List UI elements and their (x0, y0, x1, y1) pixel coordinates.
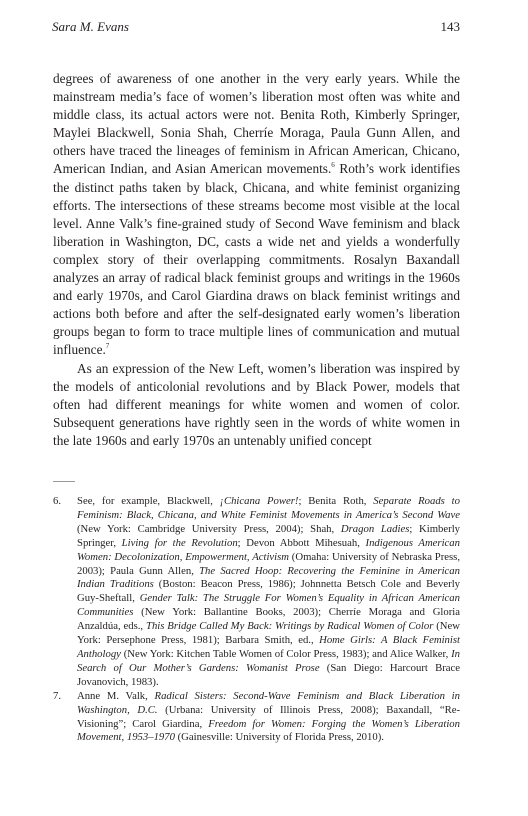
page-number: 143 (440, 19, 460, 34)
footnote: 7. Anne M. Valk, Radical Sisters: Second-Wave Feminism and Black Liberation in Washington, D.C. (Urbana: University of Illinois Press, 2008); Baxandall, “Re-Visioning”; Carol Giardina, Freedom for Women: Forging the Women’s Liberation Movement, 1953–1970 (Gainesville: University of Florida Press, 2010). (53, 689, 460, 744)
paragraph: degrees of awareness of one another in the very early years. While the mainstream media’s face of women’s liberation most often was white and middle class, its actual actors were not. Benita Roth, Kimberly Springer, Maylei Blackwell, Sonia Shah, Cherríe Moraga, Paula Gunn Allen, and others have traced the lineages of feminism in African American, Chicano, American Indian, and Asian American movements.$^6$ Roth’s work identifies the distinct paths taken by black, Chicana, and white feminist organizing efforts. The intersections of these streams become most visible at the local level. Anne Valk’s fine-grained study of Second Wave feminism and black liberation in Washington, DC, casts a wide net and yields a wonderfully complex story of their overlapping commitments. Rosalyn Baxandall analyzes an array of radical black feminist groups and writings in the 1960s and early 1970s, and Carol Giardina draws on black feminist writings and actions both before and after the self-designated early women’s liberation groups began to form to trace multiple lines of communication and mutual influence.$^7$ (53, 71, 460, 358)
footnote-rule (53, 481, 75, 482)
footnote-number: 7. (53, 689, 62, 702)
footnote-ref[interactable]: 7 (105, 341, 110, 350)
page-header (52, 19, 460, 37)
footnote-number: 6. (53, 495, 62, 507)
running-head: Sara M. Evans (52, 19, 129, 34)
footnotes (53, 495, 460, 745)
footnote: 6. See, for example, Blackwell, ¡Chicana Power!; Benita Roth, Separate Roads to Feminism: Black, Chicana, and White Feminist Movements in America’s Second Wave (New York: Cambridge University Press, 2004); Shah, Dragon Ladies; Kimberly Springer, Living for the Revolution; Devon Abbott Mihesuah, Indigenous American Women: Decolonization, Empowerment, Activism (Omaha: University of Nebraska Press, 2003); Paula Gunn Allen, The Sacred Hoop: Recovering the Feminine in American Indian Traditions (Boston: Beacon Press, 1986); Johnnetta Betsch Cole and Beverly Guy-Sheftall, Gender Talk: The Struggle For Women’s Equality in African American Communities (New York: Ballantine Books, 2003); Cherríe Moraga and Gloria Anzaldúa, eds., This Bridge Called My Back: Writings by Radical Women of Color (New York: Persephone Press, 1981); Barbara Smith, ed., Home Girls: A Black Feminist Anthology (New York: Kitchen Table Women of Color Press, 1983); and Alice Walker, In Search of Our Mother’s Gardens: Womanist Prose (San Diego: Harcourt Brace Jovanovich, 1983). (53, 495, 461, 688)
footnote-ref[interactable]: 6 (331, 161, 335, 170)
main-text (53, 70, 460, 450)
paragraph: As an expression of the New Left, women’s liberation was inspired by the models of anticolonial revolutions and by Black Power, models that often had different meanings for white women and women of color. Subsequent generations have rightly seen in the words of white women in the late 1960s and early 1970s an untenably unified concept (53, 360, 460, 448)
